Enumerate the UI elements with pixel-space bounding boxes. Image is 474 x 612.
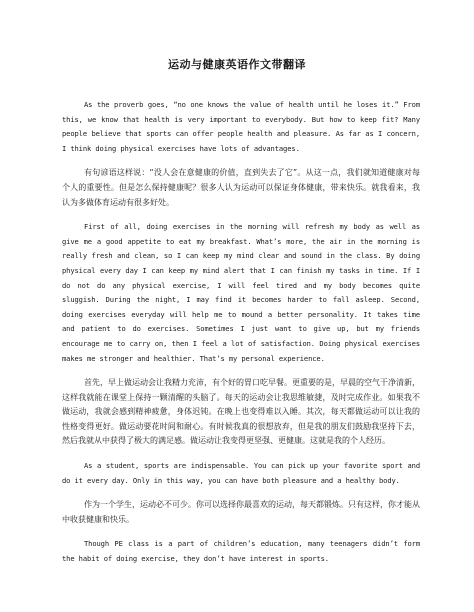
paragraph-en-3: As a student, sports are indispensable. You can pick up your favorite sport and do it every day. Only in this way, you can have both pleasure and a healthy body.: [62, 461, 420, 485]
paragraph-zh-1: 有句谚语这样说：“没人会在意健康的价值，直到失去了它”。从这一点，我们就知道健康对每个人的重要性。但是怎么保持健康呢？很多人认为运动可以保证身体健康，带来快乐。就我看来，我认为多做体育运动有很多好处。: [62, 168, 420, 207]
paragraph-zh-3: 作为一个学生，运动必不可少。你可以选择你最喜欢的运动，每天都锻炼。只有这样，你才能从中收获健康和快乐。: [62, 500, 420, 524]
paragraph-en-2: First of all, doing exercises in the morning will refresh my body as well as give me a good appetite to eat my breakfast. What’s more, the air in the morning is really fresh and clean, so I can keep my mind clear and sound in the class. By doing physical every day I can keep my mind alert that I can finish my tasks in time. If I do not do any physical exercise, I will feel tired and my body becomes quite sluggish. During the night, I may find it becomes harder to fall asleep. Second, doing exercises everyday will help me to mound a better personality. It takes time and patient to do exercises. Sometimes I just want to give up, but my friends encourage me to carry on, then I feel a lot of satisfaction. Doing physical exercises makes me stronger and healthier. That’s my personal experience.: [62, 222, 420, 363]
document-body: [62, 98, 420, 577]
paragraph-en-4: Though PE class is a part of children’s education, many teenagers didn’t form the habit of doing exercise, they don’t have interest in sports.: [62, 539, 420, 564]
paragraph-zh-2: 首先，早上做运动会让我精力充沛，有个好的胃口吃早餐。更重要的是，早晨的空气干净清新，这样我就能在课堂上保持一颗清醒的头脑了。每天的运动会让我思维敏捷，及时完成作业。如果我不做运动，我就会感到精神疲惫，身体迟钝。在晚上也变得难以入睡。其次，每天都做运动可以让我的性格变得更好。做运动要花时间和耐心。有时候我真的很想放弃，但是我的朋友们鼓励我坚持下去，然后我就从中获得了极大的满足感。做运动让我变得更坚强、更健康。这就是我的个人经历。: [62, 378, 420, 446]
paragraph-en-1: As the proverb goes, “no one knows the value of health until he loses it.” From this, we know that health is very important to everybody. But how to keep fit? Many people believe that sports can offer people health and pleasure. As far as I concern, I think doing physical exercises have lots of advantages.: [62, 100, 420, 153]
document-title: 运动与健康英语作文带翻译: [168, 58, 306, 71]
